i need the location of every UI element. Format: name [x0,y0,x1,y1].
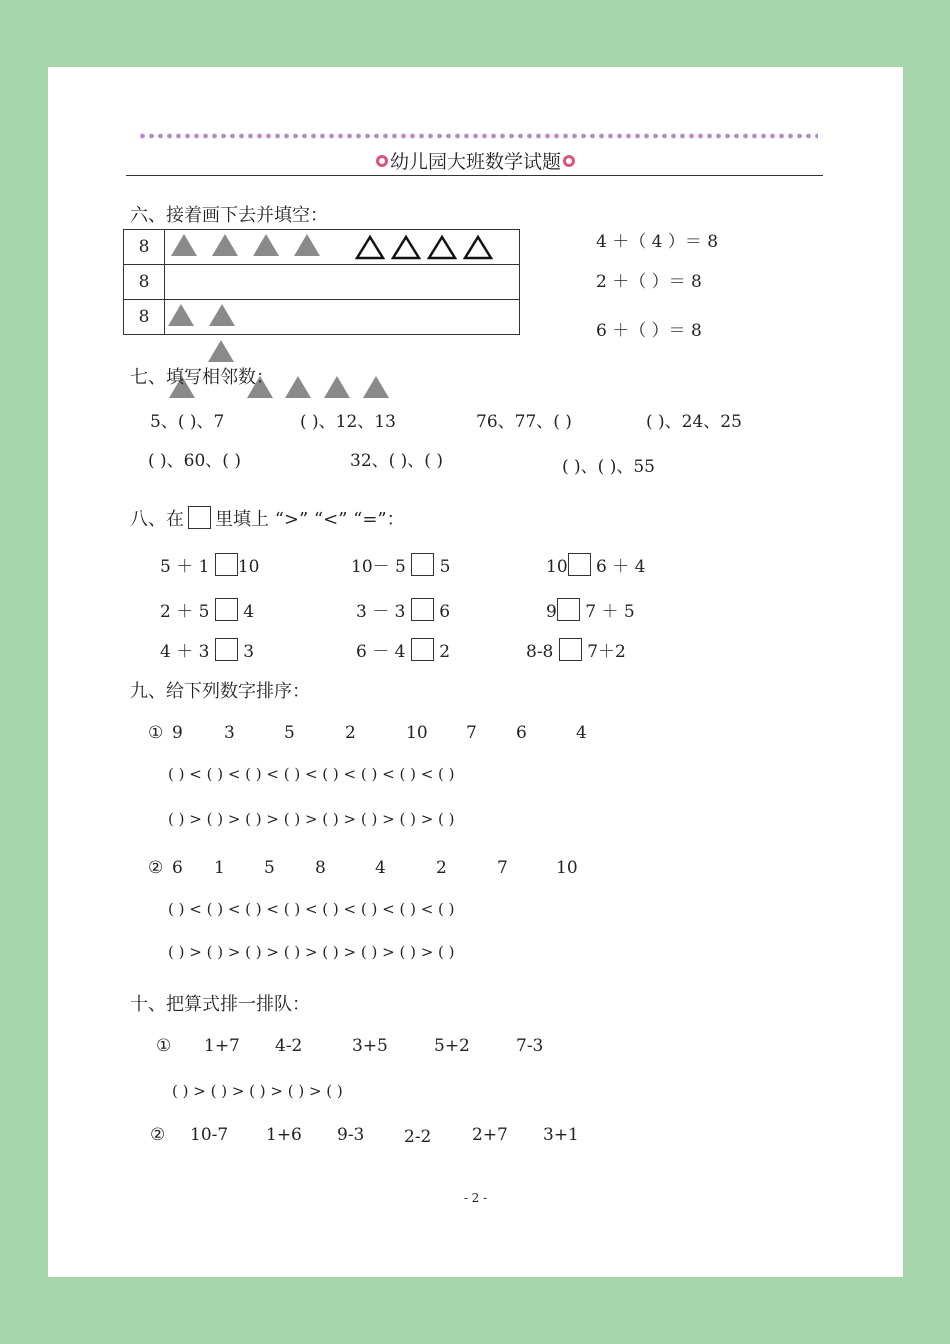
compare-item: 10 6 ＋ 4 [546,552,646,577]
worksheet-page [48,67,903,1277]
blank-item: 76、77、( ) [476,412,572,432]
answer-box[interactable] [411,598,434,621]
section-10-heading: 十、把算式排一排队： [130,994,310,1015]
decorative-border [138,131,818,141]
group-2-mark: ② [150,1125,166,1145]
answer-box[interactable] [215,638,238,661]
filled-triangle-icon [171,234,197,256]
filled-triangle-icon [294,234,320,256]
blank-item: ( )、24、25 [646,412,742,432]
descending-blanks: ( ) > ( ) > ( ) > ( ) > ( ) > ( ) > ( ) > ( ) [168,810,455,828]
number: 5 [284,723,295,743]
number: 2 [345,723,356,743]
answer-box[interactable] [411,553,434,576]
row-number: 8 [124,265,165,300]
filled-triangle-icon [208,340,234,362]
number: 1 [214,858,225,878]
triangle-cell[interactable] [165,265,520,300]
compare-box-sample [188,506,211,529]
expression: 5+2 [434,1036,470,1056]
section-6-heading: 六、接着画下去并填空： [130,205,328,226]
compare-item: 9 7 ＋ 5 [546,597,635,622]
table-row [124,265,520,300]
compare-item: 4 ＋ 3 3 [160,637,254,662]
number: 3 [224,723,235,743]
number: 10 [406,723,428,743]
outline-triangle-icon [391,234,421,260]
blank-item: 5、( )、7 [150,412,225,432]
triangle-table [123,229,520,335]
section-9-heading: 九、给下列数字排序： [130,681,310,702]
outline-triangle-icon [463,234,493,260]
compare-item: 3 － 3 6 [356,597,450,622]
number: 7 [466,723,477,743]
expression: 2+7 [472,1125,508,1145]
expression: 1+6 [266,1125,302,1145]
number: 4 [375,858,386,878]
expression: 7-3 [516,1036,544,1056]
number: 10 [556,858,578,878]
expression: 9-3 [337,1125,365,1145]
expression: 1+7 [204,1036,240,1056]
compare-item: 6 － 4 2 [356,637,450,662]
number: 8 [315,858,326,878]
expression: 4-2 [275,1036,303,1056]
filled-triangle-icon [363,376,389,398]
ordering-blanks: ( ) > ( ) > ( ) > ( ) > ( ) [172,1082,343,1100]
blank-item: ( )、( )、55 [562,457,655,477]
filled-triangle-icon [212,234,238,256]
ascending-blanks: ( ) < ( ) < ( ) < ( ) < ( ) < ( ) < ( ) < ( ) [168,765,455,783]
compare-item: 2 ＋ 5 4 [160,597,254,622]
table-row [124,230,520,265]
descending-blanks: ( ) > ( ) > ( ) > ( ) > ( ) > ( ) > ( ) > ( ) [168,943,455,961]
filled-triangle-icon [168,304,194,326]
page-title: 幼儿园大班数学试题 [48,147,903,174]
number: 6 [516,723,527,743]
swirl-icon [563,155,575,167]
answer-box[interactable] [215,553,238,576]
blank-item: ( )、60、( ) [148,451,241,471]
expression: 2-2 [404,1127,432,1147]
blank-item: 32、( )、( ) [350,451,443,471]
expression: 10-7 [190,1125,229,1145]
ascending-blanks: ( ) < ( ) < ( ) < ( ) < ( ) < ( ) < ( ) < ( ) [168,900,455,918]
triangle-cell [165,300,520,335]
blank-item: ( )、12、13 [300,412,396,432]
expression: 3+1 [543,1125,579,1145]
compare-item: 8-8 7＋2 [526,637,626,662]
group-1-mark: ① [148,723,164,743]
compare-item: 10－ 5 5 [351,552,451,577]
group-1-mark: ① [156,1036,172,1056]
filled-triangle-icon [209,304,235,326]
number: 6 [172,858,183,878]
equation: 6 ＋（ ）＝ 8 [596,321,702,341]
expression: 3+5 [352,1036,388,1056]
answer-box[interactable] [411,638,434,661]
filled-triangle-icon [285,376,311,398]
answer-box[interactable] [568,553,591,576]
answer-box[interactable] [215,598,238,621]
number: 4 [576,723,587,743]
number: 7 [497,858,508,878]
group-2-mark: ② [148,858,164,878]
section-8-heading: 八、在 里填上 “>” “<” “=”： [130,505,405,531]
filled-triangle-icon [324,376,350,398]
row-number: 8 [124,300,165,335]
swirl-icon [376,155,388,167]
outline-triangle-icon [427,234,457,260]
table-row [124,300,520,335]
row-number: 8 [124,230,165,265]
section-7-heading: 七、填写相邻数： [130,367,274,388]
number: 9 [172,723,183,743]
equation: 2 ＋（ ）＝ 8 [596,272,702,292]
equation: 4 ＋（ 4 ）＝ 8 [596,232,719,252]
triangle-cell [165,230,520,265]
filled-triangle-icon [253,234,279,256]
title-rule [126,175,823,176]
page-number: - 2 - [463,1191,488,1205]
compare-item: 5 ＋ 1 10 [160,552,260,577]
number: 5 [264,858,275,878]
number: 2 [436,858,447,878]
answer-box[interactable] [559,638,582,661]
answer-box[interactable] [557,598,580,621]
outline-triangle-icon [355,234,385,260]
